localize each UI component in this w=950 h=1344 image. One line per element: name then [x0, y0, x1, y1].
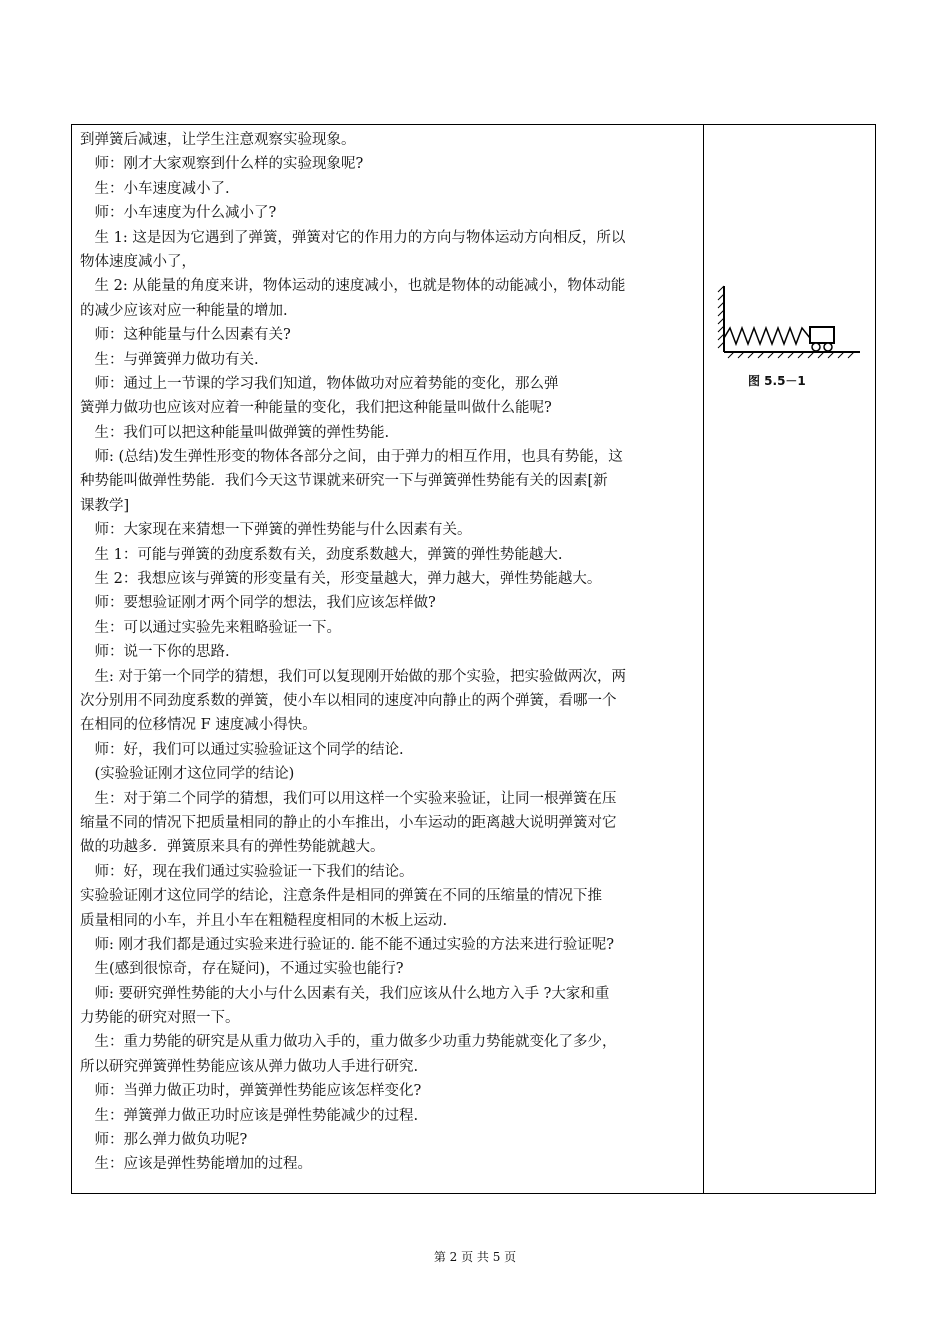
text-line: 师：这种能量与什么因素有关?: [80, 327, 291, 344]
text-line: 生：与弹簧弹力做功有关.: [80, 351, 259, 368]
text-line: 做的功越多．弹簧原来具有的弹性势能就越大。: [80, 839, 385, 856]
text-line: 师：当弹力做正功时，弹簧弹性势能应该怎样变化?: [80, 1083, 422, 1100]
text-line: 在相同的位移情况 F 速度减小得快。: [80, 717, 317, 734]
text-line: 生：重力势能的研究是从重力做功入手的，重力做多少功重力势能就变化了多少，: [80, 1034, 617, 1051]
text-line: 生：可以通过实验先来粗略验证一下。: [80, 619, 341, 636]
text-line: 物体速度减小了，: [80, 253, 196, 270]
text-line: 力势能的研究对照一下。: [80, 1010, 240, 1027]
text-line: 缩量不同的情况下把质量相同的静止的小车推出，小车运动的距离越大说明弹簧对它: [80, 814, 617, 831]
text-line: 质量相同的小车，并且小车在粗糙程度相同的木板上运动.: [80, 912, 448, 929]
text-line: 生: 对于第一个同学的猜想，我们可以复现刚开始做的那个实验，把实验做两次，两: [80, 668, 626, 685]
text-line: 师: (总结)发生弹性形变的物体各部分之间，由于弹力的相互作用，也具有势能，这: [80, 449, 623, 466]
text-line: 生 1: 这是因为它遇到了弹簧，弹簧对它的作用力的方向与物体运动方向相反，所以: [80, 229, 626, 246]
text-line: 实验验证刚才这位同学的结论，注意条件是相同的弹簧在不同的压缩量的情况下推: [80, 888, 602, 905]
text-line: 生 2：我想应该与弹簧的形变量有关，形变量越大，弹力越大，弹性势能越大。: [80, 571, 602, 588]
text-line: 师: 要研究弹性势能的大小与什么因素有关，我们应该从什么地方入手 ?大家和重: [80, 985, 610, 1002]
text-line: (实验验证刚才这位同学的结论): [80, 766, 295, 783]
text-line: 到弹簧后减速，让学生注意观察实验现象。: [80, 132, 356, 148]
text-line: 的减少应该对应一种能量的增加.: [80, 302, 288, 319]
spring: [724, 328, 810, 344]
text-line: 师：大家现在来猜想一下弹簧的弹性势能与什么因素有关。: [80, 522, 472, 539]
text-line: 师：刚才大家观察到什么样的实验现象呢?: [80, 156, 364, 173]
cart-wheel: [824, 343, 832, 351]
text-line: 生 2: 从能量的角度来讲，物体运动的速度减小，也就是物体的动能减小，物体动能: [80, 278, 626, 295]
text-line: 簧弹力做功也应该对应着一种能量的变化，我们把这种能量叫做什么能呢?: [80, 400, 552, 417]
text-line: 师: 刚才我们都是通过实验来进行验证的. 能不能不通过实验的方法来进行验证呢?: [80, 936, 614, 953]
lesson-text-cell: [80, 128, 698, 1177]
text-line: 师：小车速度为什么减小了?: [80, 205, 277, 222]
text-line: 种势能叫做弹性势能．我们今天这节课就来研究一下与弹簧弹性势能有关的因素[新: [80, 473, 608, 490]
text-line: 课教学]: [80, 497, 130, 514]
figure-caption: 图 5.5－1: [748, 374, 806, 388]
text-line: 师：通过上一节课的学习我们知道，物体做功对应着势能的变化，那么弹: [80, 375, 559, 392]
cart: [810, 327, 834, 343]
text-line: 生：小车速度减小了.: [80, 180, 230, 197]
text-line: 师：那么弹力做负功呢?: [80, 1132, 248, 1149]
text-line: 师：说一下你的思路.: [80, 644, 230, 661]
page-footer: 第 2 页 共 5 页: [433, 1250, 517, 1264]
text-line: 生：我们可以把这种能量叫做弹簧的弹性势能.: [80, 424, 390, 441]
text-line: 所以研究弹簧弹性势能应该从弹力做功人手进行研究.: [80, 1058, 419, 1075]
text-line: 师：好，我们可以通过实验验证这个同学的结论.: [80, 741, 404, 758]
text-line: 生：对于第二个同学的猜想，我们可以用这样一个实验来验证，让同一根弹簧在压: [80, 790, 617, 807]
cart-wheel: [812, 343, 820, 351]
text-line: 生 1：可能与弹簧的劲度系数有关，劲度系数越大，弹簧的弹性势能越大.: [80, 546, 563, 563]
text-line: 次分别用不同劲度系数的弹簧，使小车以相同的速度冲向静止的两个弹簧，看哪一个: [80, 692, 617, 709]
text-line: 生：弹簧弹力做正功时应该是弹性势能减少的过程.: [80, 1107, 419, 1124]
text-line: 师：好，现在我们通过实验验证一下我们的结论。: [80, 863, 414, 880]
text-line: 生(感到很惊奇，存在疑问)，不通过实验也能行?: [80, 961, 404, 978]
column-divider: [703, 124, 704, 1194]
text-line: 师：要想验证刚才两个同学的想法，我们应该怎样做?: [80, 595, 436, 612]
text-line: 生：应该是弹性势能增加的过程。: [80, 1156, 312, 1173]
